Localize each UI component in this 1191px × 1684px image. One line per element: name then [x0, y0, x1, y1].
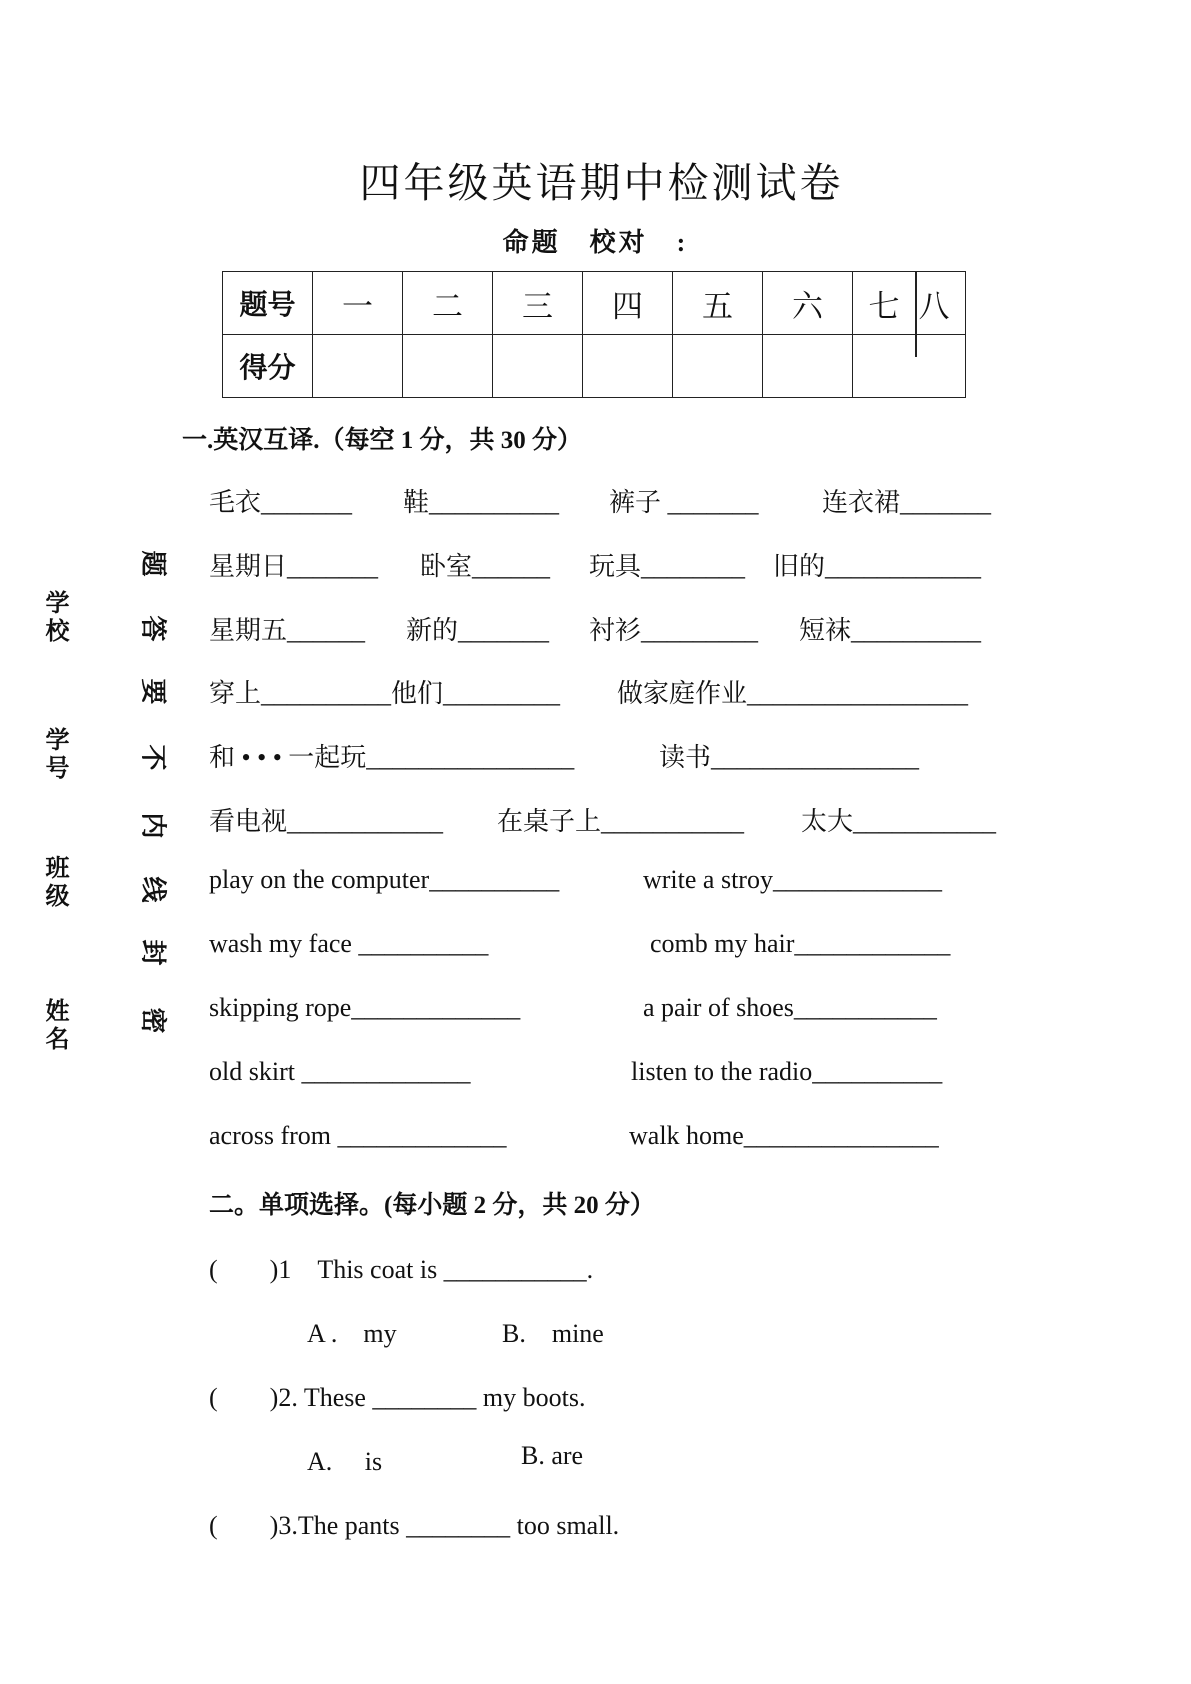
page-title: 四年级英语期中检测试卷 [359, 160, 844, 206]
score-table-score-row [223, 335, 966, 398]
vocab-item: 和 • • • 一起玩________________ [209, 743, 575, 772]
student-number-label: 学号 [41, 727, 69, 783]
vocab-item: 卧室______ [420, 552, 551, 581]
column-8: 八 [918, 288, 950, 324]
seal-char: 内 [137, 812, 168, 839]
column-4: 四 [583, 272, 673, 335]
vocab-item: 玩具________ [589, 552, 746, 581]
vocab-item: play on the computer__________ [209, 865, 560, 894]
column-5: 五 [673, 272, 763, 335]
column-7-8 [853, 272, 966, 335]
column-6: 六 [763, 272, 853, 335]
column-1: 一 [313, 272, 403, 335]
vocab-item: old skirt _____________ [209, 1057, 471, 1086]
section-1-heading: 一.英汉互译.（每空 1 分，共 30 分） [182, 427, 583, 454]
vocab-item: skipping rope_____________ [209, 993, 521, 1022]
vocab-item: 旧的____________ [773, 552, 982, 581]
score-cell[interactable] [853, 335, 966, 398]
score-cell[interactable] [493, 335, 583, 398]
vocab-item: 毛衣_______ [209, 488, 353, 517]
question-2-option-b: B. are [521, 1441, 584, 1470]
vocab-item: 裤子 _______ [609, 488, 759, 517]
score-cell[interactable] [403, 335, 493, 398]
vocab-item: 在桌子上___________ [497, 807, 745, 836]
seal-char: 不 [137, 744, 168, 771]
name-label: 姓名 [41, 998, 69, 1054]
seal-char: 线 [137, 876, 168, 903]
seal-char: 封 [137, 939, 168, 966]
seal-char: 要 [137, 678, 168, 705]
vocab-item: across from _____________ [209, 1121, 507, 1150]
score-label: 得分 [223, 335, 313, 398]
vocab-item: a pair of shoes___________ [643, 993, 937, 1022]
question-1-option-a: A . my [307, 1319, 397, 1348]
question-2: ( )2. These ________ my boots. [209, 1383, 586, 1412]
seal-char: 密 [137, 1007, 168, 1034]
question-1: ( )1 This coat is ___________. [209, 1255, 594, 1284]
vocab-item: 鞋__________ [403, 488, 560, 517]
question-1-option-b: B. mine [502, 1319, 604, 1348]
vocab-item: 连衣裙_______ [822, 488, 992, 517]
vocab-item: walk home_______________ [629, 1121, 939, 1150]
vocab-item: 新的_______ [406, 616, 550, 645]
column-2: 二 [403, 272, 493, 335]
section-2-heading: 二。单项选择。(每小题 2 分，共 20 分） [209, 1192, 655, 1219]
score-cell[interactable] [313, 335, 403, 398]
vocab-item: listen to the radio__________ [631, 1057, 943, 1086]
score-cell[interactable] [763, 335, 853, 398]
seal-char: 答 [137, 615, 168, 642]
vocab-item: comb my hair____________ [650, 929, 951, 958]
vocab-item: write a stroy_____________ [643, 865, 942, 894]
school-label: 学校 [41, 590, 69, 646]
vocab-item: 穿上__________他们_________ [209, 679, 561, 708]
score-cell[interactable] [673, 335, 763, 398]
question-3: ( )3.The pants ________ too small. [209, 1511, 620, 1540]
score-table [222, 271, 966, 398]
column-7: 七 [868, 288, 900, 324]
score-cell[interactable] [583, 335, 673, 398]
score-table-header-row [223, 272, 966, 335]
vocab-item: wash my face __________ [209, 929, 489, 958]
column-3: 三 [493, 272, 583, 335]
vocab-item: 读书________________ [659, 743, 920, 772]
vocab-item: 做家庭作业_________________ [617, 679, 969, 708]
vocab-item: 太大___________ [801, 807, 997, 836]
question-number-label: 题号 [223, 272, 313, 335]
page-subtitle: 命题 校对 : [502, 228, 689, 257]
class-label: 班级 [41, 855, 69, 911]
vocab-item: 短袜__________ [799, 616, 982, 645]
vocab-item: 星期日_______ [209, 552, 379, 581]
vocab-item: 看电视____________ [209, 807, 444, 836]
column-divider [915, 272, 917, 357]
vocab-item: 衬衫_________ [589, 616, 759, 645]
question-2-option-a: A. is [307, 1447, 383, 1476]
seal-char: 题 [137, 550, 168, 577]
vocab-item: 星期五______ [209, 616, 366, 645]
